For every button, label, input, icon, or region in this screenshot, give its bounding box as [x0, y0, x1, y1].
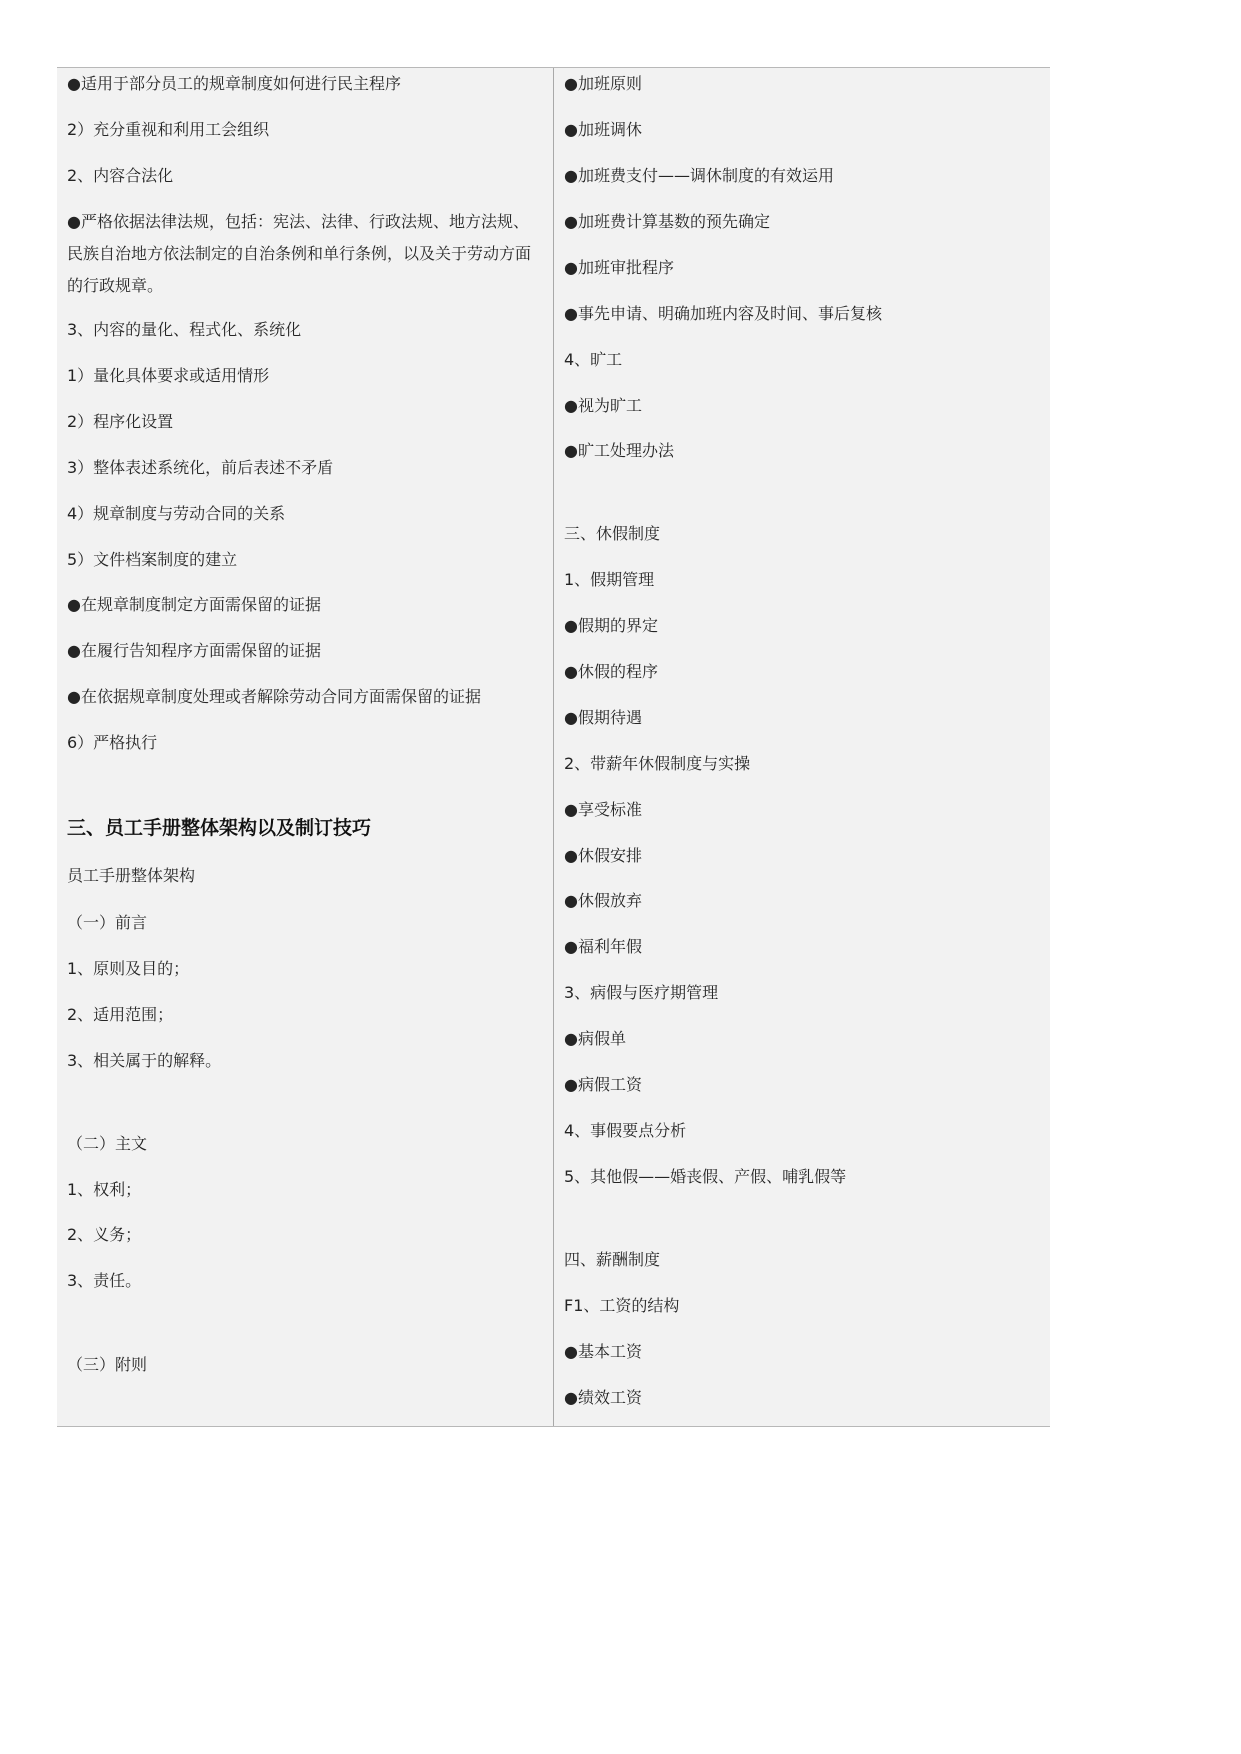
list-item: ●旷工处理办法 [564, 441, 674, 460]
list-item: ●基本工资 [564, 1342, 642, 1361]
list-item: 3、相关属于的解释。 [67, 1051, 222, 1070]
list-item: ●适用于部分员工的规章制度如何进行民主程序 [67, 74, 401, 93]
list-item: ●假期的界定 [564, 616, 658, 635]
list-item: ●休假的程序 [564, 662, 658, 681]
list-item: 5）文件档案制度的建立 [67, 550, 238, 569]
paragraph: ●严格依据法律法规，包括：宪法、法律、行政法规、地方法规、民族自治地方依法制定的自治条例和单行条例，以及关于劳动方面的行政规章。 [67, 212, 532, 295]
list-item: （三）附则 [67, 1355, 148, 1374]
list-item: ●加班费计算基数的预先确定 [564, 212, 770, 231]
list-item: ●加班原则 [564, 74, 642, 93]
section-heading: 三、员工手册整体架构以及制订技巧 [67, 817, 372, 839]
list-item: 2、内容合法化 [67, 166, 174, 185]
list-item: ●加班费支付——调休制度的有效运用 [564, 166, 834, 185]
list-item: ●在履行告知程序方面需保留的证据 [67, 641, 321, 660]
list-item: 3、责任。 [67, 1271, 142, 1290]
list-item: ●病假工资 [564, 1075, 642, 1094]
list-item: ●享受标准 [564, 800, 642, 819]
list-item: 员工手册整体架构 [67, 866, 196, 885]
list-item: 2、适用范围； [67, 1005, 174, 1024]
list-item: ●病假单 [564, 1029, 626, 1048]
list-item: 2）程序化设置 [67, 412, 174, 431]
list-item: 5、其他假——婚丧假、产假、哺乳假等 [564, 1167, 847, 1186]
list-item: 4、旷工 [564, 350, 623, 369]
list-item: 3）整体表述系统化，前后表述不矛盾 [67, 458, 334, 477]
list-item: 1、假期管理 [564, 570, 655, 589]
list-item: ●休假放弃 [564, 891, 642, 910]
list-item: 1）量化具体要求或适用情形 [67, 366, 270, 385]
content-table [57, 67, 1050, 1427]
list-item: 4）规章制度与劳动合同的关系 [67, 504, 286, 523]
list-item: ●加班审批程序 [564, 258, 674, 277]
list-item: 四、薪酬制度 [564, 1250, 661, 1269]
list-item: ●加班调休 [564, 120, 642, 139]
list-item: ●在规章制度制定方面需保留的证据 [67, 595, 321, 614]
list-item: 6）严格执行 [67, 733, 158, 752]
list-item: （一）前言 [67, 913, 148, 932]
list-item: 2）充分重视和利用工会组织 [67, 120, 270, 139]
list-item: 三、休假制度 [564, 524, 661, 543]
list-item: ●事先申请、明确加班内容及时间、事后复核 [564, 304, 882, 323]
list-item: （二）主文 [67, 1134, 148, 1153]
list-item: 4、事假要点分析 [564, 1121, 687, 1140]
list-item: 3、内容的量化、程式化、系统化 [67, 320, 302, 339]
column-divider [553, 68, 554, 1426]
list-item: 2、义务； [67, 1225, 142, 1244]
list-item: ●绩效工资 [564, 1388, 642, 1407]
list-item: ●假期待遇 [564, 708, 642, 727]
list-item: 2、带薪年休假制度与实操 [564, 754, 751, 773]
list-item: 1、权利； [67, 1180, 142, 1199]
list-item: 1、原则及目的； [67, 959, 190, 978]
list-item: ●视为旷工 [564, 396, 642, 415]
list-item: ●在依据规章制度处理或者解除劳动合同方面需保留的证据 [67, 687, 481, 706]
list-item: ●福利年假 [564, 937, 642, 956]
list-item: ●休假安排 [564, 846, 642, 865]
list-item: 3、病假与医疗期管理 [564, 983, 719, 1002]
list-item: F1、工资的结构 [564, 1296, 680, 1315]
